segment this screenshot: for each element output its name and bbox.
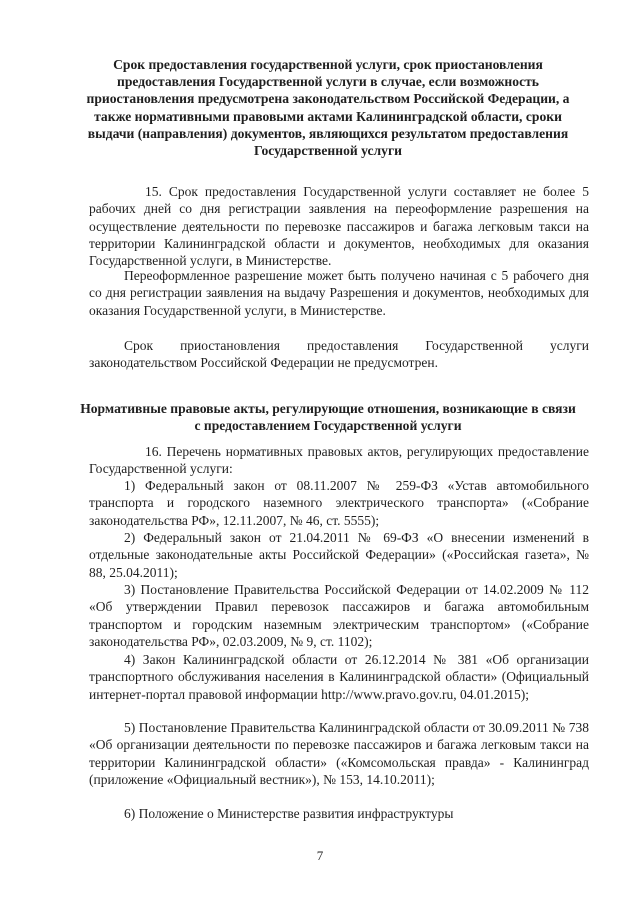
paragraph-15-reissued-permit: Переоформленное разрешение может быть получено начиная с 5 рабочего дня со дня регистрации заявления на выдачу Разрешения и документов, необходимых для оказания Государственной услуги, в Министерстве.: [89, 268, 589, 318]
legal-act-item: 3) Постановление Правительства Российской Федерации от 14.02.2009 № 112 «Об утверждении Правил перевозок пассажиров и багажа автомобильным транспортом и городским наземным электрическим транспортом» («Собрание законодательства РФ», 02.03.2009, № 9, ст. 1102);: [89, 582, 589, 649]
legal-act-item: 6) Положение о Министерстве развития инфраструктуры: [124, 806, 454, 821]
paragraph-16-legal-acts-intro: 16. Перечень нормативных правовых актов, регулирующих предоставление Государственной услуги:: [89, 444, 589, 477]
paragraph-15-suspension: Срок приостановления предоставления Государственной услуги законодательством Российской Федерации не предусмотрен.: [89, 338, 589, 371]
legal-act-item: 1) Федеральный закон от 08.11.2007 № 259-ФЗ «Устав автомобильного транспорта и городского наземного электрического транспорта» («Собрание законодательства РФ», 12.11.2007, № 46, ст. 5555);: [89, 478, 589, 528]
legal-act-item: 5) Постановление Правительства Калининградской области от 30.09.2011 № 738 «Об организации деятельности по перевозке пассажиров и багажа легковым такси на территории Калининградской области» («Комсомольская правда» - Калининград (приложение «Официальный вестник»), № 153, 14.10.2011);: [89, 720, 589, 787]
legal-act-item: 2) Федеральный закон от 21.04.2011 № 69-ФЗ «О внесении изменений в отдельные законодательные акты Российской Федерации» («Российская газета», № 88, 25.04.2011);: [89, 530, 589, 580]
section-heading-legal-acts: Нормативные правовые акты, регулирующие отношения, возникающие в связи с предоставлением Государственной услуги: [80, 401, 576, 434]
page-number: 7: [316, 848, 324, 863]
legal-act-item: 4) Закон Калининградской области от 26.12.2014 № 381 «Об организации транспортного обслуживания населения в Калининградской области» (Официальный интернет-портал правовой информации http://www.pravo.gov.ru, 04.01.2015);: [89, 652, 589, 702]
paragraph-15-service-term: 15. Срок предоставления Государственной услуги составляет не более 5 рабочих дней со дня регистрации заявления на переоформление разрешения на осуществление деятельности по перевозке пассажиров и багажа легковым такси на территории Калининградской области и документов, необходимых для оказания Государственной услуги, в Министерстве.: [89, 184, 589, 269]
section-heading-service-terms: Срок предоставления государственной услуги, срок приостановления предоставления Государственной услуги в случае, если возможность приостановления предусмотрена законодательством Российской Федерации, а также нормативными правовыми актами Калининградской области, сроки выдачи (направления) документов, являющихся результатом предоставления Государственной услуги: [86, 57, 570, 159]
